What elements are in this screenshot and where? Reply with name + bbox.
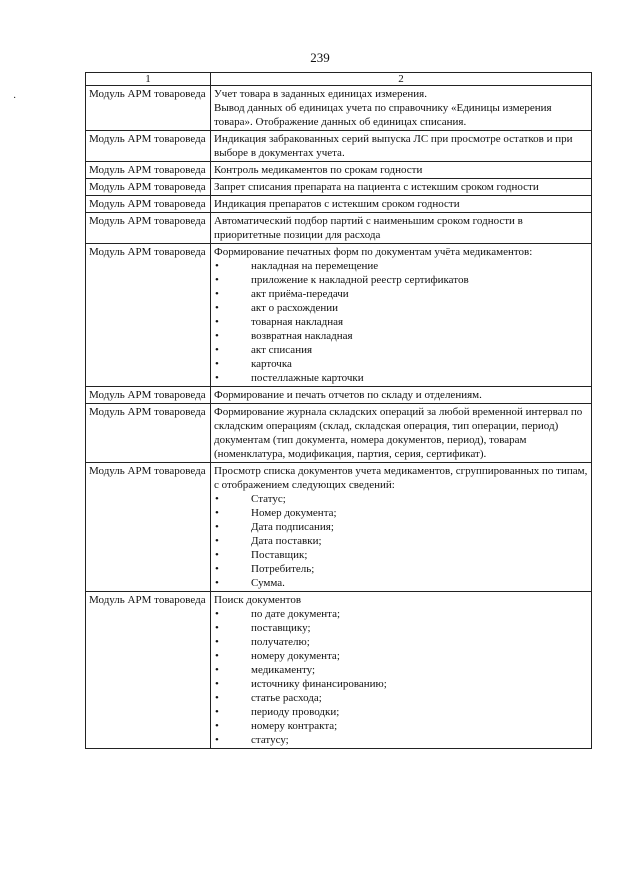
list-item: [214, 705, 588, 719]
list-item: [214, 576, 588, 590]
list-item: [214, 343, 588, 357]
bullet-list: [214, 259, 588, 385]
description-text: Просмотр списка документов учета медикаментов, сгруппированных по типам, с отображением следующих сведений:: [214, 465, 588, 491]
list-item: [214, 357, 588, 371]
margin-mark: ·: [13, 93, 17, 104]
requirements-table: [85, 72, 592, 749]
bullet-icon: •: [215, 706, 219, 718]
list-item: [214, 506, 588, 520]
bullet-icon: •: [215, 577, 219, 589]
bullet-icon: •: [215, 493, 219, 505]
bullet-icon: •: [215, 288, 219, 300]
module-cell: Модуль АРМ товароведа: [86, 213, 211, 244]
list-item-text: Номер документа;: [251, 507, 337, 519]
description-cell: [211, 244, 592, 387]
bullet-icon: •: [215, 330, 219, 342]
list-item-text: акт списания: [251, 344, 313, 356]
list-item-text: Дата поставки;: [251, 535, 322, 547]
bullet-icon: •: [215, 274, 219, 286]
list-item-text: возвратная накладная: [251, 330, 353, 342]
module-cell: Модуль АРМ товароведа: [86, 162, 211, 179]
list-item: [214, 691, 588, 705]
list-item-text: Дата подписания;: [251, 521, 334, 533]
table-row: [86, 592, 592, 749]
list-item: [214, 621, 588, 635]
list-item-text: получателю;: [251, 636, 310, 648]
module-cell: Модуль АРМ товароведа: [86, 592, 211, 749]
list-item: [214, 520, 588, 534]
list-item: [214, 663, 588, 677]
list-item: [214, 371, 588, 385]
description-cell: [211, 131, 592, 162]
list-item-text: акт приёма-передачи: [251, 288, 349, 300]
bullet-icon: •: [215, 622, 219, 634]
bullet-icon: •: [215, 650, 219, 662]
bullet-icon: •: [215, 720, 219, 732]
module-cell: Модуль АРМ товароведа: [86, 387, 211, 404]
bullet-icon: •: [215, 608, 219, 620]
list-item-text: Статус;: [251, 493, 286, 505]
table-row: [86, 196, 592, 213]
list-item-text: поставщику;: [251, 622, 311, 634]
description-text: Формирование журнала складских операций за любой временной интервал по складским операциям (склад, складская операция, тип операции, период) документам (тип документа, номера документов, период), товарам (номенклатура, модификация, партия, серия, сертификат).: [214, 406, 583, 460]
list-item: [214, 649, 588, 663]
list-item: [214, 548, 588, 562]
bullet-icon: •: [215, 372, 219, 384]
list-item-text: источнику финансированию;: [251, 678, 387, 690]
table-row: [86, 404, 592, 463]
module-cell: Модуль АРМ товароведа: [86, 179, 211, 196]
description-cell: [211, 387, 592, 404]
list-item: [214, 301, 588, 315]
table-header-row: [86, 73, 592, 86]
description-text: Индикация забракованных серий выпуска ЛС при просмотре остатков и при выборе в документах учета.: [214, 133, 573, 159]
list-item: [214, 733, 588, 747]
description-cell: [211, 404, 592, 463]
module-cell: Модуль АРМ товароведа: [86, 244, 211, 387]
page-number: 239: [310, 50, 330, 65]
bullet-icon: •: [215, 358, 219, 370]
list-item: [214, 315, 588, 329]
bullet-icon: •: [215, 316, 219, 328]
description-cell: [211, 179, 592, 196]
list-item-text: Потребитель;: [251, 563, 315, 575]
table-row: [86, 179, 592, 196]
list-item-text: Сумма.: [251, 577, 285, 589]
bullet-icon: •: [215, 734, 219, 746]
description-text: Учет товара в заданных единицах измерения. Вывод данных об единицах учета по справочнику «Единицы измерения товара». Отображение данных об единицах списания.: [214, 88, 552, 128]
description-text: Автоматический подбор партий с наименьшим сроком годности в приоритетные позиции для расхода: [214, 215, 523, 241]
bullet-list: [214, 492, 588, 590]
description-cell: [211, 86, 592, 131]
description-text: Контроль медикаментов по срокам годности: [214, 164, 423, 176]
bullet-icon: •: [215, 678, 219, 690]
bullet-icon: •: [215, 692, 219, 704]
bullet-list: [214, 607, 588, 747]
list-item: [214, 562, 588, 576]
list-item-text: периоду проводки;: [251, 706, 340, 718]
bullet-icon: •: [215, 636, 219, 648]
description-text: Запрет списания препарата на пациента с истекшим сроком годности: [214, 181, 539, 193]
table-row: [86, 131, 592, 162]
module-cell: Модуль АРМ товароведа: [86, 196, 211, 213]
bullet-icon: •: [215, 521, 219, 533]
column-header: 1: [86, 73, 211, 86]
description-text: Формирование печатных форм по документам учёта медикаментов:: [214, 246, 533, 258]
table-row: [86, 213, 592, 244]
column-header: 2: [211, 73, 592, 86]
list-item-text: медикаменту;: [251, 664, 316, 676]
module-cell: Модуль АРМ товароведа: [86, 463, 211, 592]
table-row: [86, 86, 592, 131]
list-item: [214, 677, 588, 691]
bullet-icon: •: [215, 344, 219, 356]
list-item-text: номеру документа;: [251, 650, 340, 662]
list-item-text: накладная на перемещение: [251, 260, 379, 272]
list-item: [214, 329, 588, 343]
description-cell: [211, 463, 592, 592]
table-body: [86, 86, 592, 749]
list-item-text: постеллажные карточки: [251, 372, 364, 384]
list-item-text: статье расхода;: [251, 692, 322, 704]
description-cell: [211, 592, 592, 749]
bullet-icon: •: [215, 260, 219, 272]
module-cell: Модуль АРМ товароведа: [86, 131, 211, 162]
description-cell: [211, 162, 592, 179]
bullet-icon: •: [215, 664, 219, 676]
description-text: Формирование и печать отчетов по складу и отделениям.: [214, 389, 482, 401]
description-cell: [211, 196, 592, 213]
list-item-text: карточка: [251, 358, 292, 370]
description-cell: [211, 213, 592, 244]
table-row: [86, 387, 592, 404]
list-item: [214, 635, 588, 649]
list-item-text: товарная накладная: [251, 316, 344, 328]
list-item-text: Поставщик;: [251, 549, 308, 561]
description-text: Индикация препаратов с истекшим сроком годности: [214, 198, 460, 210]
list-item-text: приложение к накладной реестр сертификатов: [251, 274, 469, 286]
table-row: [86, 463, 592, 592]
bullet-icon: •: [215, 302, 219, 314]
list-item: [214, 719, 588, 733]
list-item: [214, 259, 588, 273]
list-item: [214, 273, 588, 287]
list-item-text: акт о расхождении: [251, 302, 339, 314]
description-text: Поиск документов: [214, 594, 302, 606]
bullet-icon: •: [215, 507, 219, 519]
list-item-text: статусу;: [251, 734, 289, 746]
module-cell: Модуль АРМ товароведа: [86, 404, 211, 463]
list-item-text: номеру контракта;: [251, 720, 338, 732]
bullet-icon: •: [215, 563, 219, 575]
module-cell: Модуль АРМ товароведа: [86, 86, 211, 131]
table-row: [86, 162, 592, 179]
bullet-icon: •: [215, 549, 219, 561]
list-item-text: по дате документа;: [251, 608, 341, 620]
table-row: [86, 244, 592, 387]
list-item: [214, 607, 588, 621]
list-item: [214, 534, 588, 548]
list-item: [214, 492, 588, 506]
list-item: [214, 287, 588, 301]
bullet-icon: •: [215, 535, 219, 547]
